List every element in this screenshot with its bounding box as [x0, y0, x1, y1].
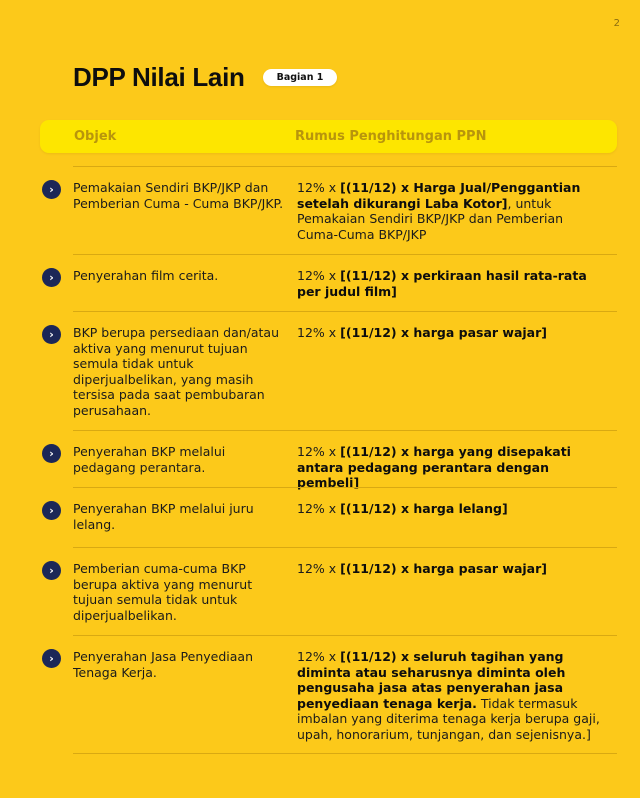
rumus-formula: [(11/12) x Harga Jual/Penggantian setelah dikurangi Laba Kotor] [297, 180, 581, 211]
title-row [73, 62, 337, 93]
table-row [40, 311, 617, 430]
chevron-right-circle-icon: › [42, 325, 61, 344]
rumus-prefix: 12% x [297, 325, 341, 340]
rumus-formula: [(11/12) x harga pasar wajar] [340, 561, 547, 576]
objek-cell: Penyerahan Jasa Penyediaan Tenaga Kerja. [73, 649, 254, 680]
table-row [40, 635, 617, 754]
objek-cell: Penyerahan BKP melalui pedagang perantara. [73, 444, 226, 475]
chevron-right-circle-icon: › [42, 501, 61, 520]
rumus-cell [297, 180, 607, 242]
table-row [40, 254, 617, 311]
chevron-right-circle-icon: › [42, 180, 61, 199]
table-row [40, 487, 617, 547]
page-title: DPP Nilai Lain [73, 62, 245, 92]
rumus-formula: [(11/12) x harga pasar wajar] [340, 325, 547, 340]
objek-cell: Penyerahan film cerita. [73, 268, 219, 283]
rumus-formula: [(11/12) x harga yang disepakati antara pedagang perantara dengan pembeli] [297, 444, 571, 490]
table-rows [40, 166, 617, 754]
chevron-right-circle-icon: › [42, 268, 61, 287]
rumus-note: Tidak termasuk imbalan yang diterima tenaga kerja berupa gaji, upah, honorarium, tunjangan, dan sejenisnya.] [297, 695, 600, 742]
rumus-prefix: 12% x [297, 180, 341, 195]
rumus-formula: [(11/12) x seluruh tagihan yang diminta atau seharusnya diminta oleh pengusaha jasa atas penyerahan jasa penyediaan tenaga kerja. [297, 649, 566, 711]
table-row [40, 547, 617, 635]
column-header-objek: Objek [74, 129, 117, 144]
objek-cell: BKP berupa persediaan dan/atau aktiva yang menurut tujuan semula tidak untuk diperjualbelikan, yang masih tersisa pada saat pembubaran perusahaan. [73, 325, 279, 418]
rumus-prefix: 12% x [297, 561, 341, 576]
table-row [40, 166, 617, 254]
objek-cell: Penyerahan BKP melalui juru lelang. [73, 501, 254, 532]
rumus-prefix: 12% x [297, 268, 341, 283]
rumus-formula: [(11/12) x harga lelang] [340, 501, 508, 516]
section-badge: Bagian 1 [263, 69, 338, 86]
chevron-right-circle-icon: › [42, 561, 61, 580]
column-header-rumus: Rumus Penghitungan PPN [295, 129, 487, 144]
chevron-right-circle-icon: › [42, 444, 61, 463]
objek-cell: Pemakaian Sendiri BKP/JKP dan Pemberian Cuma - Cuma BKP/JKP. [73, 180, 284, 211]
rumus-cell [297, 561, 607, 623]
rumus-prefix: 12% x [297, 649, 341, 664]
table-row [40, 430, 617, 490]
chevron-right-circle-icon: › [42, 649, 61, 668]
rumus-note: , untuk Pemakaian Sendiri BKP/JKP dan Pemberian Cuma-Cuma BKP/JKP [297, 195, 564, 242]
rumus-cell [297, 501, 607, 535]
table-header [40, 120, 617, 153]
rumus-prefix: 12% x [297, 444, 341, 459]
rumus-cell [297, 444, 607, 490]
rumus-cell [297, 268, 607, 299]
objek-cell: Pemberian cuma-cuma BKP berupa aktiva yang menurut tujuan semula tidak untuk diperjualbelikan. [73, 561, 253, 623]
rumus-cell [297, 649, 607, 742]
rumus-prefix: 12% x [297, 501, 341, 516]
rumus-formula: [(11/12) x perkiraan hasil rata-rata per judul film] [297, 268, 587, 299]
rumus-cell [297, 325, 607, 418]
page-number: 2 [613, 18, 620, 29]
